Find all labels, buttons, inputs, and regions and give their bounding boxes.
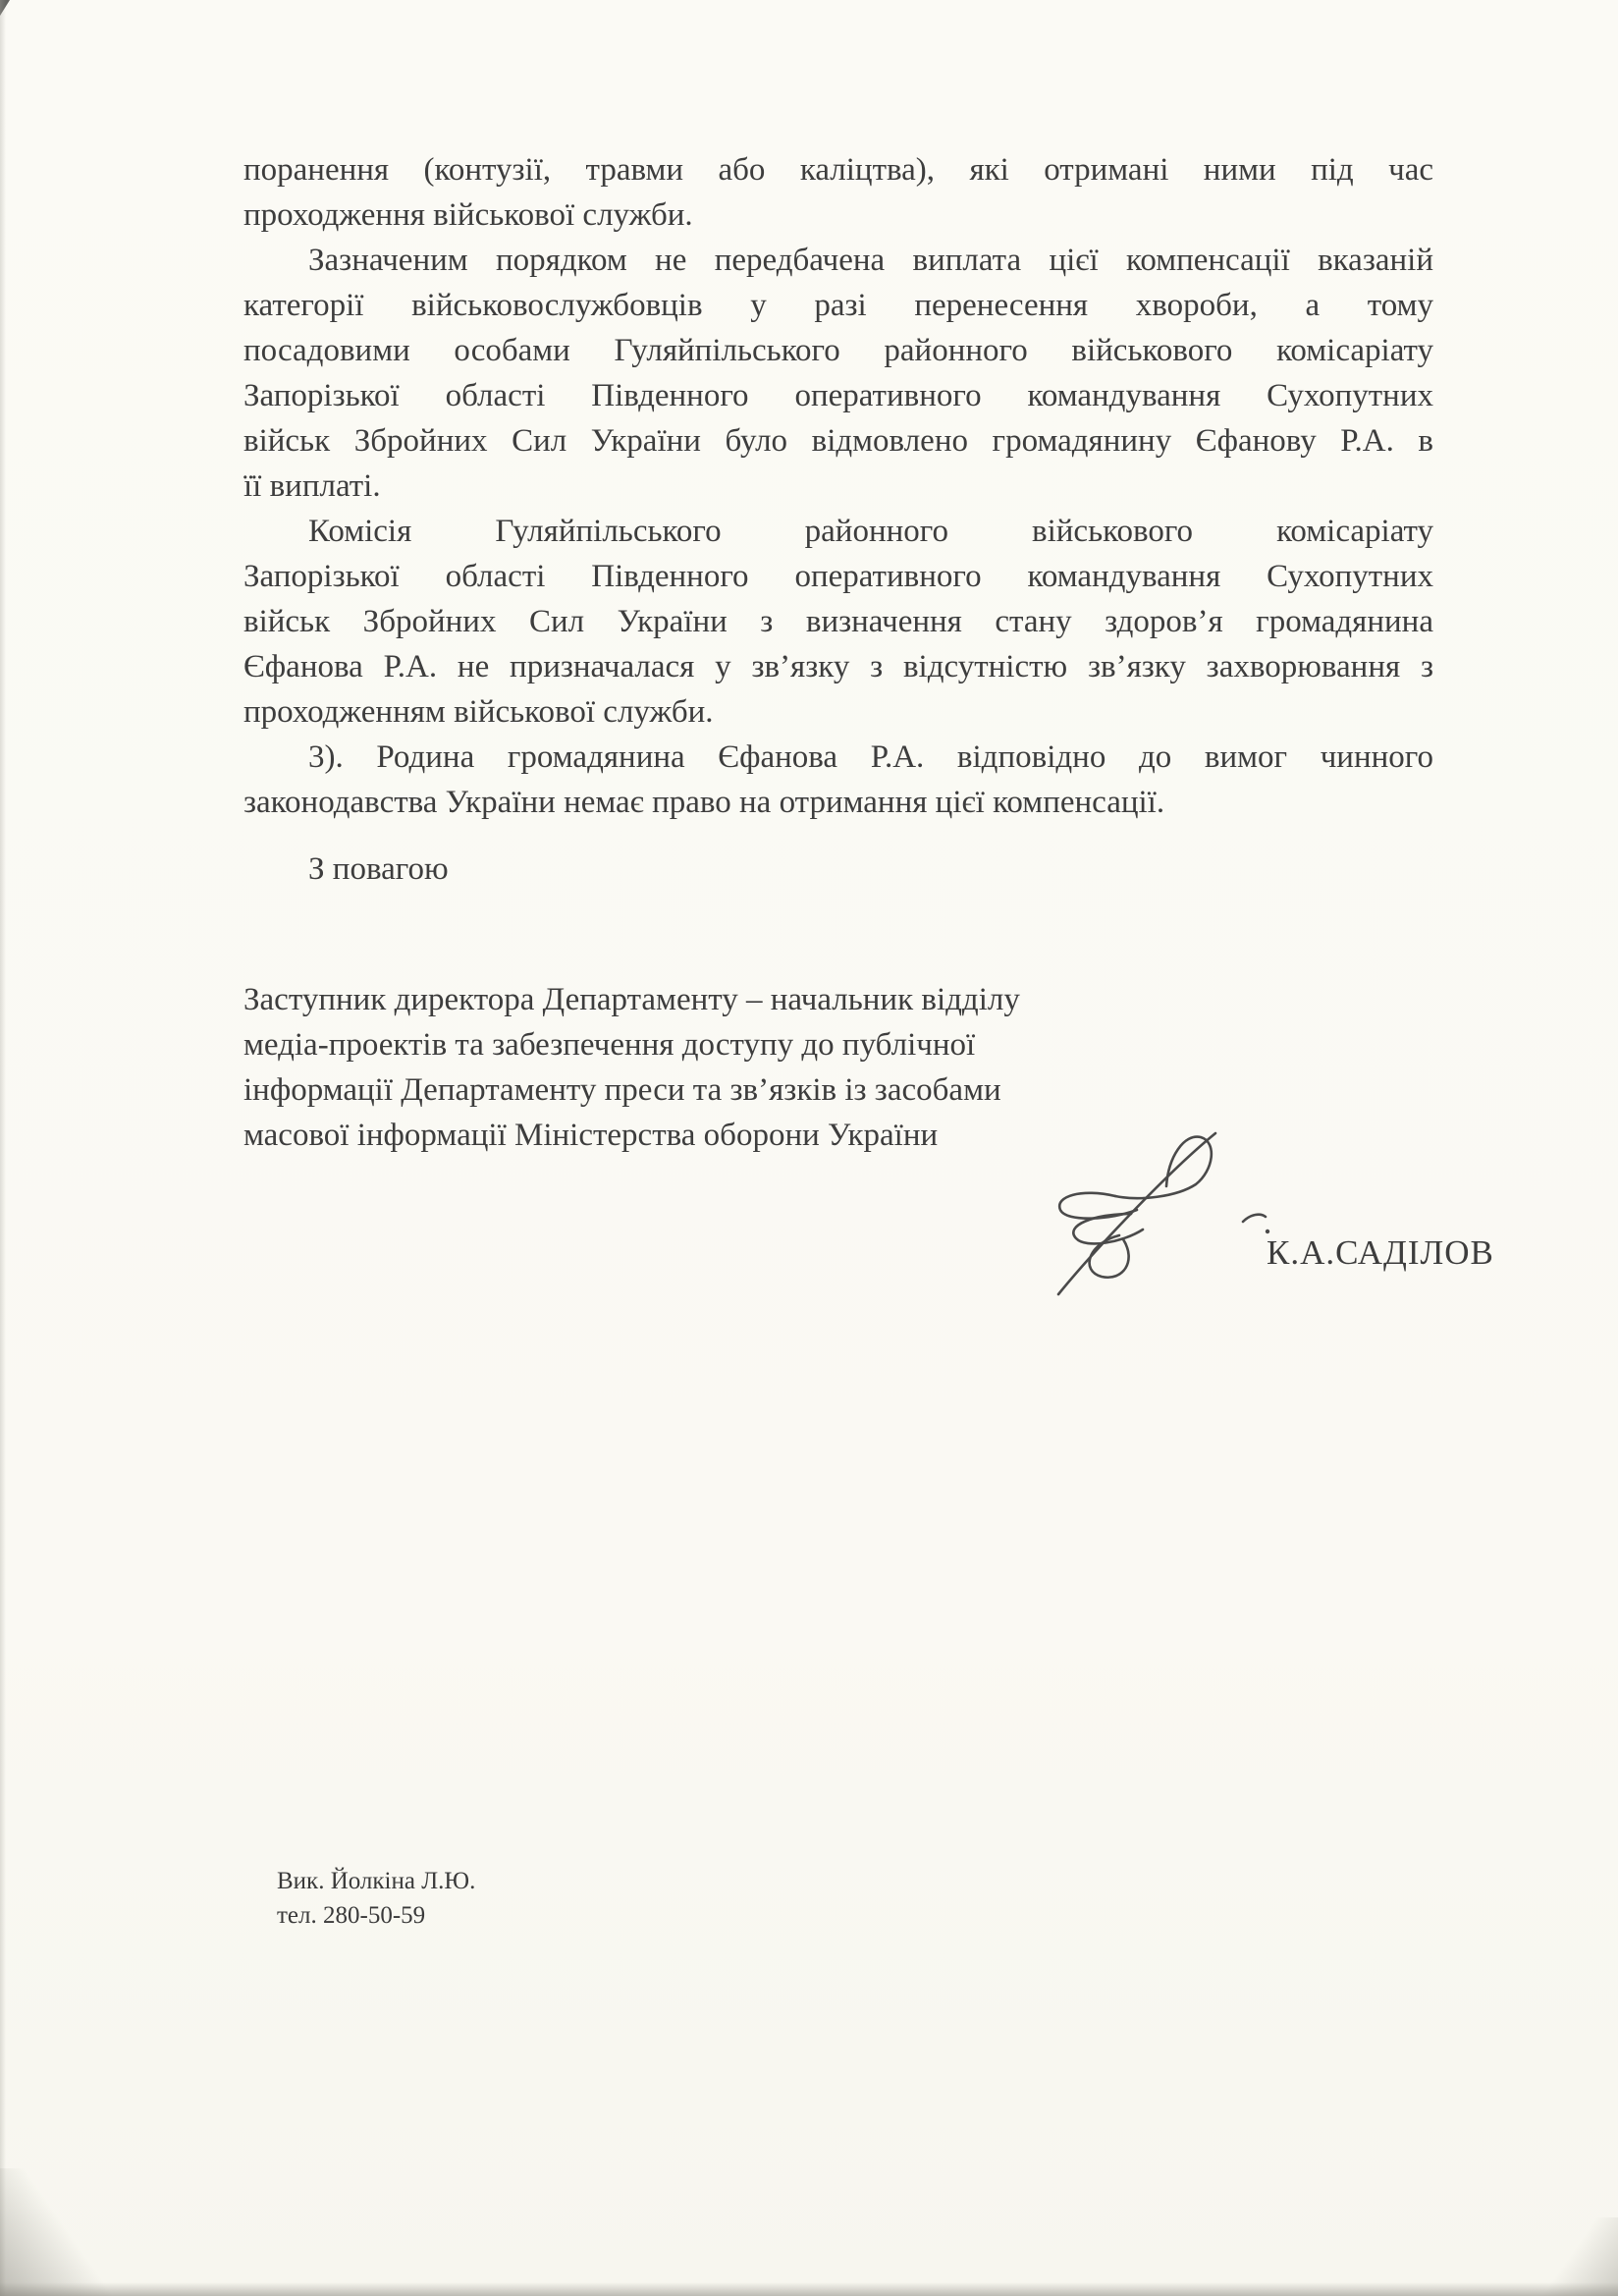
body-line: її виплаті. <box>243 468 381 504</box>
scan-bottom-edge-shadow <box>0 2282 1618 2296</box>
page-curl-bottom-left <box>0 2168 147 2296</box>
body-line: Єфанова Р.А. не призначалася у зв’язку з відсутністю зв’язку захворювання з <box>243 649 1433 684</box>
signer-name: К.А.САДІЛОВ <box>1267 1233 1494 1272</box>
body-line: посадовими особами Гуляйпільського районного військового комісаріату <box>243 333 1433 368</box>
body-line: законодавства України немає право на отримання цієї компенсації. <box>243 785 1165 820</box>
body-line: 3). Родина громадянина Єфанова Р.А. відповідно до вимог чинного <box>308 739 1433 775</box>
signer-title-line: масової інформації Міністерства оборони України <box>243 1118 939 1153</box>
paragraph-commission <box>243 509 1433 735</box>
body-line: військ Збройних Сил України було відмовлено громадянину Єфанову Р.А. в <box>243 423 1433 459</box>
scan-left-edge-shadow <box>0 0 6 2296</box>
executor-note <box>277 1864 475 1933</box>
paragraph-continuation <box>243 147 1433 238</box>
closing-salutation: З повагою <box>308 851 449 887</box>
body-line: поранення (контузії, травми або каліцтва), які отримані ними під час <box>243 152 1433 188</box>
body-line: проходження військової служби. <box>243 197 693 233</box>
body-line: проходженням військової служби. <box>243 694 714 730</box>
body-line: Запорізької області Південного оперативного командування Сухопутних <box>243 559 1433 594</box>
signer-title-line: медіа-проектів та забезпечення доступу до публічної <box>243 1027 976 1063</box>
executor-phone: тел. 280-50-59 <box>277 1902 426 1929</box>
body-line: Запорізької області Південного оперативного командування Сухопутних <box>243 378 1433 413</box>
paragraph-conclusion <box>243 735 1433 825</box>
signer-title-line: Заступник директора Департаменту – начальник відділу <box>243 982 1020 1017</box>
paragraph-refusal <box>243 238 1433 509</box>
page-curl-bottom-right <box>1520 2217 1618 2296</box>
signer-title-line: інформації Департаменту преси та зв’язків із засобами <box>243 1072 1001 1108</box>
letter-body <box>243 147 1433 1158</box>
body-line: військ Збройних Сил України з визначення стану здоров’я громадянина <box>243 604 1433 639</box>
body-line: категорії військовослужбовців у разі перенесення хвороби, а тому <box>243 288 1433 323</box>
executor-name: Вик. Йолкіна Л.Ю. <box>277 1868 476 1894</box>
body-line: Комісія Гуляйпільського районного військового комісаріату <box>308 514 1433 549</box>
body-line: Зазначеним порядком не передбачена виплата цієї компенсації вказаній <box>308 243 1433 278</box>
handwritten-signature-icon <box>1021 1127 1286 1299</box>
